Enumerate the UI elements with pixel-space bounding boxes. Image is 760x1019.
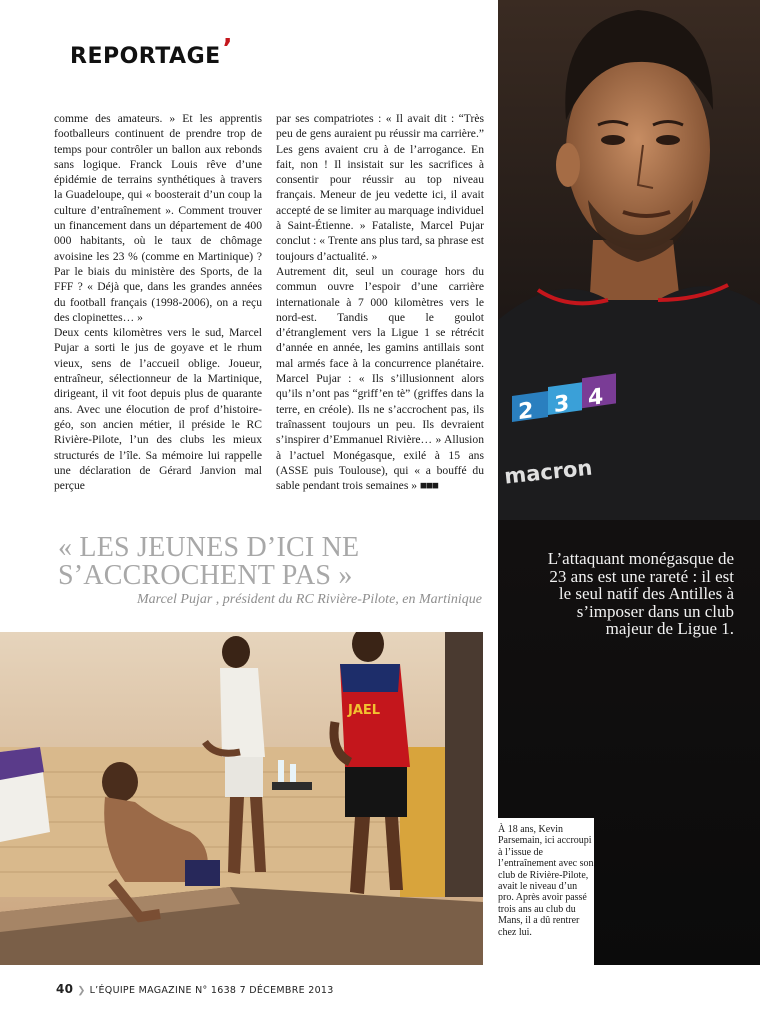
page-footer (56, 982, 334, 996)
page-number: 40 (56, 982, 74, 996)
pull-quote: « LES JEUNES D’ICI NE S’ACCROCHENT PAS » (58, 532, 360, 591)
article-paragraph: par ses compatriotes : « Il avait dit : “Très peu de gens auraient pu réussir ma carrière.” Les gens avaient cru à de l’arrogance. En fait, non ! Il insistait sur les sacrifices à consentir pour réussir au top niveau français. Meneur de jeu vedette ici, il avait accepté de se limiter au marquage individuel à Saint-Étienne. » Fataliste, Marcel Pujar conclut : « Trente ans plus tard, sa phrase est toujours d’actualité. » (276, 112, 484, 263)
photo-jersey-text: JAEL (348, 703, 381, 718)
locker-room-photo (0, 632, 483, 965)
section-title (70, 34, 234, 70)
portrait-caption: L’attaquant monégasque de 23 ans est une rareté : il est le seul natif des Antilles à s’imposer dans un club majeur de Ligue 1. (547, 549, 734, 638)
locker-room-illustration (0, 632, 483, 965)
svg-text:2: 2 (518, 397, 534, 426)
svg-text:4: 4 (588, 383, 604, 412)
chevron-icon: ❯ (77, 985, 86, 996)
publication-info: L’ÉQUIPE MAGAZINE N° 1638 7 DÉCEMBRE 2013 (89, 985, 334, 996)
article-paragraph (276, 264, 484, 493)
article-end-mark: ■■■ (419, 479, 438, 493)
jersey-sponsor-text: macron (503, 455, 594, 489)
article-column-1 (54, 111, 262, 493)
section-accent-mark: ’ (222, 34, 234, 64)
article-paragraph-text: Autrement dit, seul un courage hors du commun ouvre l’espoir d’une carrière internationale à 7 000 kilomètres vers le nord-est. Tandis que le goulot d’étranglement vers la Ligue 1 se rétrécit d’année en année, les gamins antillais sont mal armés face à la concurrence planétaire. Marcel Pujar : « Ils s’illusionnent alors qu’ils n’ont pas “griff’en tè” (griffes dans la terre, en créole). Ils ne s’accrochent pas, ils traînassent toujours un peu. Ils devraient s’inspirer d’Emmanuel Rivière… » Allusion à l’actuel Monégasque, exilé à 15 ans (ASSE puis Toulouse), qui « a bouffé du sable pendant trois semaines » (276, 264, 484, 493)
article-paragraph: comme des amateurs. » Et les apprentis footballeurs continuent de prendre trop de temps pour contrôler un ballon aux rebonds sans logique. Franck Louis rêve d’une épidémie de terrains synthétiques à travers la Guadeloupe, qui « boosterait d’un coup la culture d’entraînement ». Comment trouver un financement dans un département de 400 000 habitants, où le taux de chômage avoisine les 23 % (comme en Martinique) ? Par le biais du ministère des Sports, de la FFF ? « Déjà que, dans les grandes années du football français (1998-2006), on a reçu des clopinettes… » (54, 112, 262, 324)
article-paragraph: Deux cents kilomètres vers le sud, Marcel Pujar a sorti le jus de goyave et le rhum vieux, sens de l’accueil oblige. Joueur, entraîneur, sélectionneur de la Martinique, dirigeant, il vit foot depuis plus de quarante ans. Avec une élocution de prof d’histoire-géo, son ancien métier, il préside le RC Rivière-Pilote, l’un des clubs les mieux structurés de l’île. Sa mémoire lui rappelle une déclaration de Gérard Janvion mal perçue (54, 326, 262, 493)
svg-text:3: 3 (554, 390, 570, 419)
section-label: REPORTAGE (70, 44, 221, 69)
photo-caption: À 18 ans, Kevin Parsemain, ici accroupi à l’issue de l’entraînement avec son club de Rivière-Pilote, avait le niveau d’un pro. Après avoir passé trois ans au club du Mans, il a dû rentrer chez lui. (498, 818, 594, 970)
article-column-2 (276, 111, 484, 493)
pull-quote-attribution: Marcel Pujar , président du RC Rivière-Pilote, en Martinique (137, 592, 482, 607)
